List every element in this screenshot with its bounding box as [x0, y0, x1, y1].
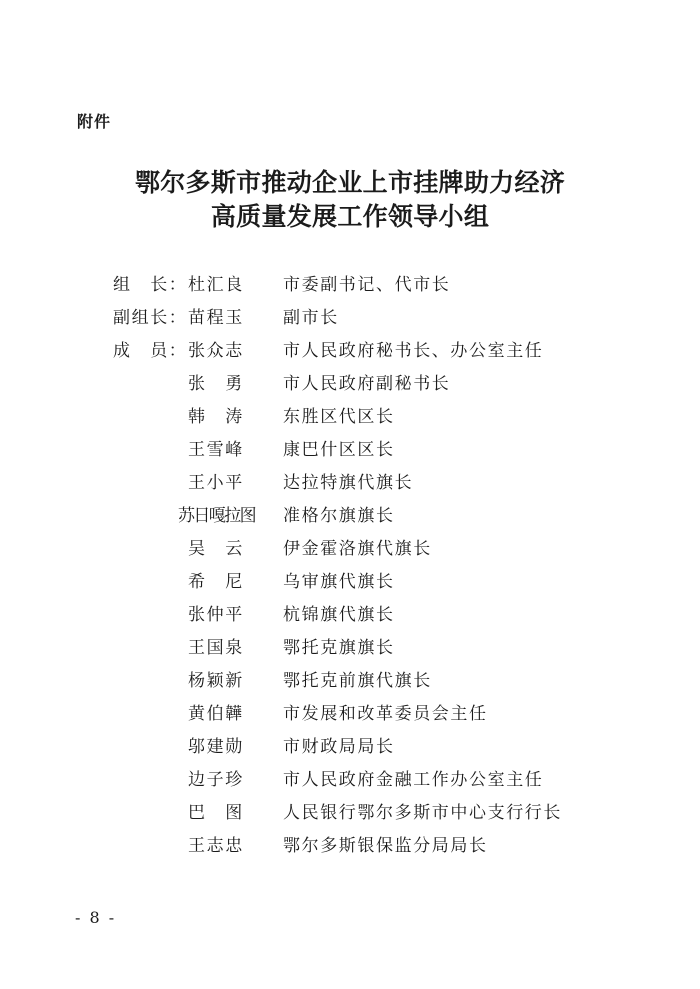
member-row [0, 434, 700, 467]
member-position: 人民银行鄂尔多斯市中心支行行长 [283, 803, 562, 823]
member-row [0, 500, 700, 533]
page-number: - 8 - [75, 908, 117, 927]
member-name: 吴 云 [188, 539, 244, 559]
member-position: 杭锦旗代旗长 [283, 605, 395, 625]
member-role: 组 长： [113, 275, 188, 295]
member-row [0, 335, 700, 368]
member-position: 准格尔旗旗长 [283, 506, 395, 526]
member-position: 市人民政府副秘书长 [283, 374, 451, 394]
member-position: 市财政局局长 [283, 737, 395, 757]
member-position: 康巴什区区长 [283, 440, 395, 460]
member-row [0, 731, 700, 764]
member-row [0, 698, 700, 731]
member-row [0, 401, 700, 434]
attachment-label: 附件 [77, 112, 112, 131]
member-position: 副市长 [283, 308, 339, 328]
member-position: 乌审旗代旗长 [283, 572, 395, 592]
title-line-1: 鄂尔多斯市推动企业上市挂牌助力经济 [134, 168, 566, 197]
member-position: 市人民政府秘书长、办公室主任 [283, 341, 544, 361]
member-position: 鄂托克旗旗长 [283, 638, 395, 658]
member-position: 鄂托克前旗代旗长 [283, 671, 432, 691]
member-list [0, 269, 700, 863]
member-name: 张众志 [188, 341, 244, 361]
member-name: 王小平 [188, 473, 244, 493]
member-position: 伊金霍洛旗代旗长 [283, 539, 432, 559]
member-name: 邬建勋 [188, 737, 244, 757]
member-name: 边子珍 [188, 770, 244, 790]
member-row [0, 302, 700, 335]
member-name: 杜汇良 [188, 275, 244, 295]
member-name: 王志忠 [188, 836, 244, 856]
document-title [0, 166, 700, 234]
member-name: 韩 涛 [188, 407, 244, 427]
member-row [0, 632, 700, 665]
member-name: 希 尼 [188, 572, 244, 592]
member-name: 张仲平 [188, 605, 244, 625]
member-name: 王雪峰 [188, 440, 244, 460]
member-name: 苏日嘎拉图 [178, 506, 255, 526]
member-position: 市人民政府金融工作办公室主任 [283, 770, 544, 790]
member-row [0, 797, 700, 830]
member-name: 巴 图 [188, 803, 244, 823]
member-position: 鄂尔多斯银保监分局局长 [283, 836, 488, 856]
member-row [0, 830, 700, 863]
member-position: 达拉特旗代旗长 [283, 473, 414, 493]
member-name: 张 勇 [188, 374, 244, 394]
member-row [0, 764, 700, 797]
member-name: 杨颖新 [188, 671, 244, 691]
member-role: 副组长： [113, 308, 188, 328]
member-row [0, 467, 700, 500]
member-name: 黄伯韡 [188, 704, 244, 724]
member-position: 东胜区代区长 [283, 407, 395, 427]
member-row [0, 566, 700, 599]
member-row [0, 599, 700, 632]
member-name: 王国泉 [188, 638, 244, 658]
title-line-2: 高质量发展工作领导小组 [210, 202, 490, 231]
member-name: 苗程玉 [188, 308, 244, 328]
member-row [0, 665, 700, 698]
member-row [0, 269, 700, 302]
member-role: 成 员： [113, 341, 188, 361]
member-position: 市发展和改革委员会主任 [283, 704, 488, 724]
member-position: 市委副书记、代市长 [283, 275, 451, 295]
member-row [0, 368, 700, 401]
member-row [0, 533, 700, 566]
